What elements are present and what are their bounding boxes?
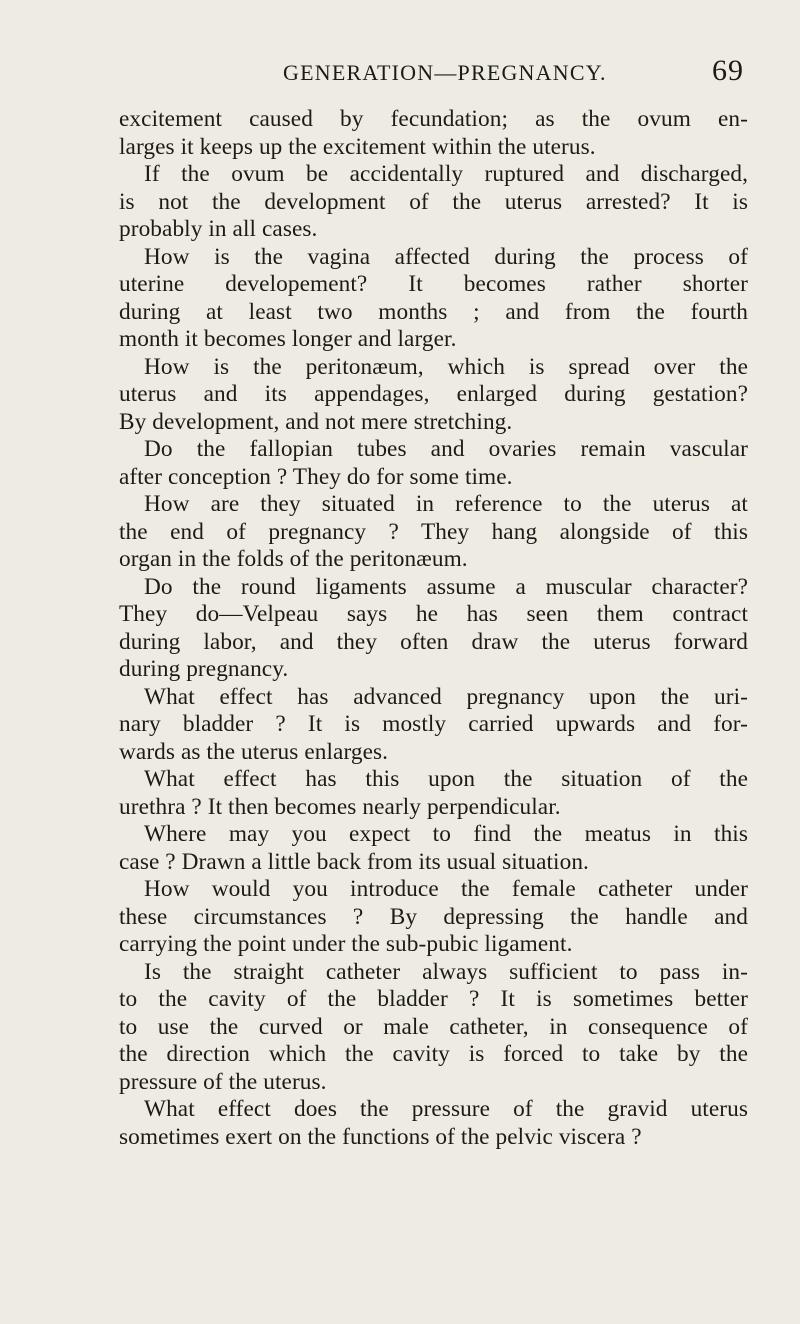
text-line: wards as the uterus enlarges.	[119, 738, 389, 765]
text-line: carrying the point under the sub-pubic ligament.	[119, 931, 573, 957]
text-line: during at least two months ; and from the fourth	[119, 298, 748, 325]
text-line: larges it keeps up the excitement within the uterus.	[119, 133, 596, 160]
text-line: sometimes exert on the functions of the pelvic viscera ?	[119, 1123, 642, 1150]
text-line: Where may you expect to find the meatus in this	[144, 821, 748, 847]
text-line: probably in all cases.	[119, 216, 318, 242]
text-line: to the cavity of the bladder ? It is sometimes better	[119, 986, 748, 1012]
text-line: By development, and not mere stretching.	[119, 408, 513, 435]
text-line: uterine developement? It becomes rather shorter	[119, 271, 748, 297]
text-line: They do—Velpeau says he has seen them contract	[119, 601, 748, 627]
text-line: during pregnancy.	[119, 656, 289, 682]
text-line: is not the development of the uterus arrested? It is	[119, 188, 748, 215]
running-title: GENERATION—PREGNANCY.	[283, 60, 607, 85]
text-line: during labor, and they often draw the uterus forward	[119, 628, 748, 655]
text-line: urethra ? It then becomes nearly perpendicular.	[119, 793, 561, 820]
text-line: the end of pregnancy ? They hang alongside of this	[119, 518, 748, 545]
text-line: nary bladder ? It is mostly carried upwards and for-	[119, 711, 748, 737]
text-line: after conception ? They do for some time.	[119, 463, 513, 490]
text-line: uterus and its appendages, enlarged during gestation?	[119, 381, 748, 407]
text-line: case ? Drawn a little back from its usual situation.	[119, 848, 589, 875]
text-line: What effect does the pressure of the gravid uterus	[144, 1096, 748, 1122]
text-line: If the ovum be accidentally ruptured and discharged,	[144, 161, 748, 187]
text-line: How is the peritonæum, which is spread over the	[144, 353, 748, 380]
text-line: month it becomes longer and larger.	[119, 326, 457, 352]
text-line: the direction which the cavity is forced to take by the	[119, 1041, 748, 1067]
text-line: organ in the folds of the peritonæum.	[119, 546, 468, 572]
text-line: these circumstances ? By depressing the handle and	[119, 903, 748, 930]
page-number: 69	[712, 54, 744, 87]
text-line: How are they situated in reference to the uterus at	[144, 491, 748, 517]
text-line: Is the straight catheter always sufficient to pass in-	[144, 958, 748, 985]
text-line: How would you introduce the female catheter under	[144, 876, 748, 902]
text-line: How is the vagina affected during the process of	[144, 243, 748, 270]
text-line: to use the curved or male catheter, in consequence of	[119, 1013, 748, 1040]
text-line: Do the round ligaments assume a muscular character?	[144, 573, 748, 600]
text-line: What effect has advanced pregnancy upon the uri-	[144, 683, 748, 710]
text-line: What effect has this upon the situation of the	[144, 766, 748, 792]
text-line: excitement caused by fecundation; as the ovum en-	[119, 106, 748, 132]
text-line: pressure of the uterus.	[119, 1068, 327, 1095]
running-header	[0, 54, 800, 98]
text-line: Do the fallopian tubes and ovaries remain vascular	[144, 436, 748, 462]
body-text	[119, 106, 748, 1151]
